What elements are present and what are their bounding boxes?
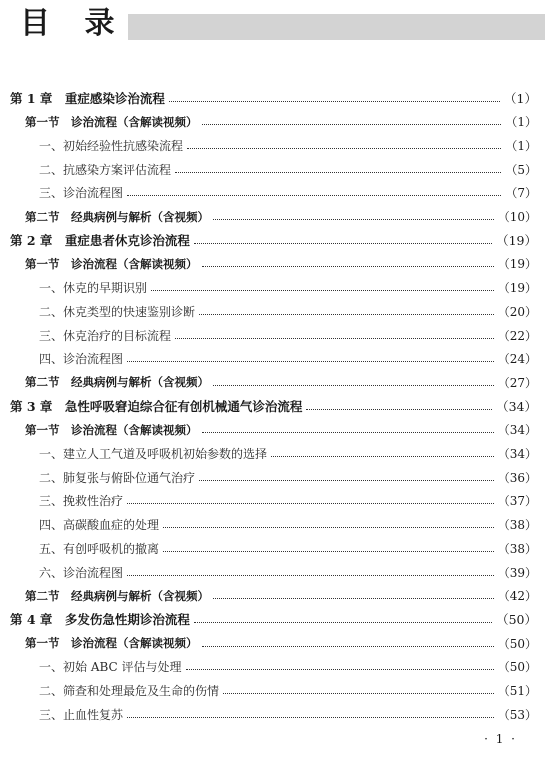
toc-chapter-entry xyxy=(10,228,537,252)
toc-entry-page: （1） xyxy=(505,115,537,130)
page-title: 目 录 xyxy=(20,6,127,41)
toc-entry-label: 三、诊治流程图 xyxy=(39,186,124,201)
toc-leader-dots xyxy=(127,491,494,504)
toc-chapter-entry xyxy=(10,86,537,110)
toc-leader-dots xyxy=(213,586,494,599)
toc-subsection-entry xyxy=(39,299,537,323)
toc-entry-page: （10） xyxy=(497,210,537,224)
toc-entry-page: （5） xyxy=(505,162,537,177)
toc-subsection-entry xyxy=(39,347,537,371)
toc-subsection-entry xyxy=(39,157,537,181)
title-decoration-bar xyxy=(128,14,545,40)
toc-subsection-entry xyxy=(39,276,537,300)
toc-entry-page: （37） xyxy=(497,494,537,509)
toc-entry-page: （22） xyxy=(497,328,537,343)
toc-entry-label: 第一节 诊治流程（含解读视频） xyxy=(25,256,198,271)
toc-entry-page: （19） xyxy=(497,257,537,272)
toc-leader-dots xyxy=(127,183,501,196)
toc-leader-dots xyxy=(163,539,494,552)
toc-subsection-entry xyxy=(39,442,537,466)
toc-entry-label: 五、有创呼吸机的撤离 xyxy=(39,541,160,556)
toc-entry-label: 三、止血性复苏 xyxy=(39,707,124,722)
toc-subsection-entry xyxy=(39,513,537,537)
toc-entry-page: （38） xyxy=(497,518,537,533)
toc-leader-dots xyxy=(202,254,494,267)
toc-entry-label: 第二节 经典病例与解析（含视频） xyxy=(25,588,209,603)
toc-leader-dots xyxy=(199,468,494,481)
toc-entry-page: （34） xyxy=(497,423,537,438)
toc-subsection-entry xyxy=(39,181,537,205)
toc-entry-page: （34） xyxy=(497,447,537,461)
toc-entry-label: 第二节 经典病例与解析（含视频） xyxy=(25,209,209,224)
toc-entry-page: （50） xyxy=(496,612,537,628)
toc-entry-page: （19） xyxy=(497,281,537,296)
toc-entry-label: 三、休克治疗的目标流程 xyxy=(39,328,172,343)
toc-subsection-entry xyxy=(39,679,537,703)
toc-leader-dots xyxy=(187,136,501,149)
toc-subsection-entry xyxy=(39,536,537,560)
toc-entry-page: （19） xyxy=(496,233,537,249)
toc-entry-page: （27） xyxy=(497,375,537,390)
toc-section-entry xyxy=(25,205,537,229)
toc-entry-label: 三、挽救性治疗 xyxy=(39,494,124,509)
toc-leader-dots xyxy=(306,397,492,410)
toc-entry-page: （7） xyxy=(505,186,537,201)
toc-subsection-entry xyxy=(39,133,537,157)
toc-leader-dots xyxy=(175,160,501,173)
toc-entry-label: 第一节 诊治流程（含解读视频） xyxy=(25,114,198,129)
toc-leader-dots xyxy=(175,326,494,339)
toc-leader-dots xyxy=(127,705,494,718)
toc-entry-label: 六、诊治流程图 xyxy=(39,565,124,580)
toc-leader-dots xyxy=(186,657,494,670)
toc-entry-page: （24） xyxy=(497,352,537,367)
toc-entry-page: （36） xyxy=(497,470,537,485)
toc-subsection-entry xyxy=(39,465,537,489)
toc-subsection-entry xyxy=(39,560,537,584)
toc-leader-dots xyxy=(199,302,494,315)
toc-entry-label: 一、休克的早期识别 xyxy=(39,281,148,296)
toc-entry-label: 四、高碳酸血症的处理 xyxy=(39,518,160,533)
toc-leader-dots xyxy=(271,444,494,457)
toc-entry-page: （20） xyxy=(497,304,537,319)
toc-leader-dots xyxy=(202,112,502,125)
toc-subsection-entry xyxy=(39,323,537,347)
toc-entry-label: 二、筛查和处理最危及生命的伤情 xyxy=(39,684,220,698)
toc-entry-label: 第 3 章 急性呼吸窘迫综合征有创机械通气诊治流程 xyxy=(10,399,303,415)
toc-leader-dots xyxy=(169,89,500,102)
toc-subsection-entry xyxy=(39,655,537,679)
toc-section-entry xyxy=(25,252,537,276)
toc-entry-page: （51） xyxy=(497,684,537,698)
toc-leader-dots xyxy=(213,373,494,386)
toc-entry-page: （1） xyxy=(505,138,537,153)
toc-leader-dots xyxy=(223,681,494,694)
toc-leader-dots xyxy=(213,207,494,220)
toc-entry-page: （50） xyxy=(497,636,537,651)
toc-entry-page: （50） xyxy=(497,660,537,675)
title-row xyxy=(0,6,557,46)
toc-entry-label: 一、初始 ABC 评估与处理 xyxy=(39,660,182,675)
page-number: · 1 · xyxy=(484,732,517,746)
toc-section-entry xyxy=(25,418,537,442)
toc-entry-page: （42） xyxy=(497,589,537,604)
toc-entry-label: 二、休克类型的快速鉴别诊断 xyxy=(39,304,196,319)
toc-entry-label: 第 4 章 多发伤急性期诊治流程 xyxy=(10,612,190,628)
toc-chapter-entry xyxy=(10,394,537,418)
toc-leader-dots xyxy=(151,278,494,291)
toc-leader-dots xyxy=(202,634,494,647)
toc-leader-dots xyxy=(127,349,494,362)
toc-entry-label: 第 1 章 重症感染诊治流程 xyxy=(10,91,165,106)
toc-subsection-entry xyxy=(39,489,537,513)
toc-section-entry xyxy=(25,631,537,655)
toc-leader-dots xyxy=(202,420,494,433)
toc-chapter-entry xyxy=(10,607,537,631)
toc-entry-page: （34） xyxy=(496,399,537,415)
toc-section-entry xyxy=(25,110,537,134)
toc-entry-page: （1） xyxy=(504,91,537,106)
toc-entry-label: 一、初始经验性抗感染流程 xyxy=(39,138,184,153)
toc-entry-page: （38） xyxy=(497,541,537,556)
toc-subsection-entry xyxy=(39,702,537,726)
toc-entry-page: （53） xyxy=(497,707,537,722)
toc-entry-label: 二、抗感染方案评估流程 xyxy=(39,162,172,177)
toc-leader-dots xyxy=(194,610,492,623)
toc-section-entry xyxy=(25,584,537,608)
toc-leader-dots xyxy=(194,231,492,244)
toc-leader-dots xyxy=(163,515,494,528)
toc-entry-label: 二、肺复张与俯卧位通气治疗 xyxy=(39,470,196,485)
toc-entry-label: 一、建立人工气道及呼吸机初始参数的选择 xyxy=(39,447,268,461)
toc-entry-label: 第一节 诊治流程（含解读视频） xyxy=(25,422,198,437)
toc-entry-label: 四、诊治流程图 xyxy=(39,352,124,367)
toc-entry-label: 第 2 章 重症患者休克诊治流程 xyxy=(10,233,190,249)
toc-section-entry xyxy=(25,370,537,394)
toc-entry-label: 第二节 经典病例与解析（含视频） xyxy=(25,375,209,390)
toc-entry-label: 第一节 诊治流程（含解读视频） xyxy=(25,636,198,651)
toc-leader-dots xyxy=(127,563,494,576)
toc-entry-page: （39） xyxy=(497,565,537,580)
